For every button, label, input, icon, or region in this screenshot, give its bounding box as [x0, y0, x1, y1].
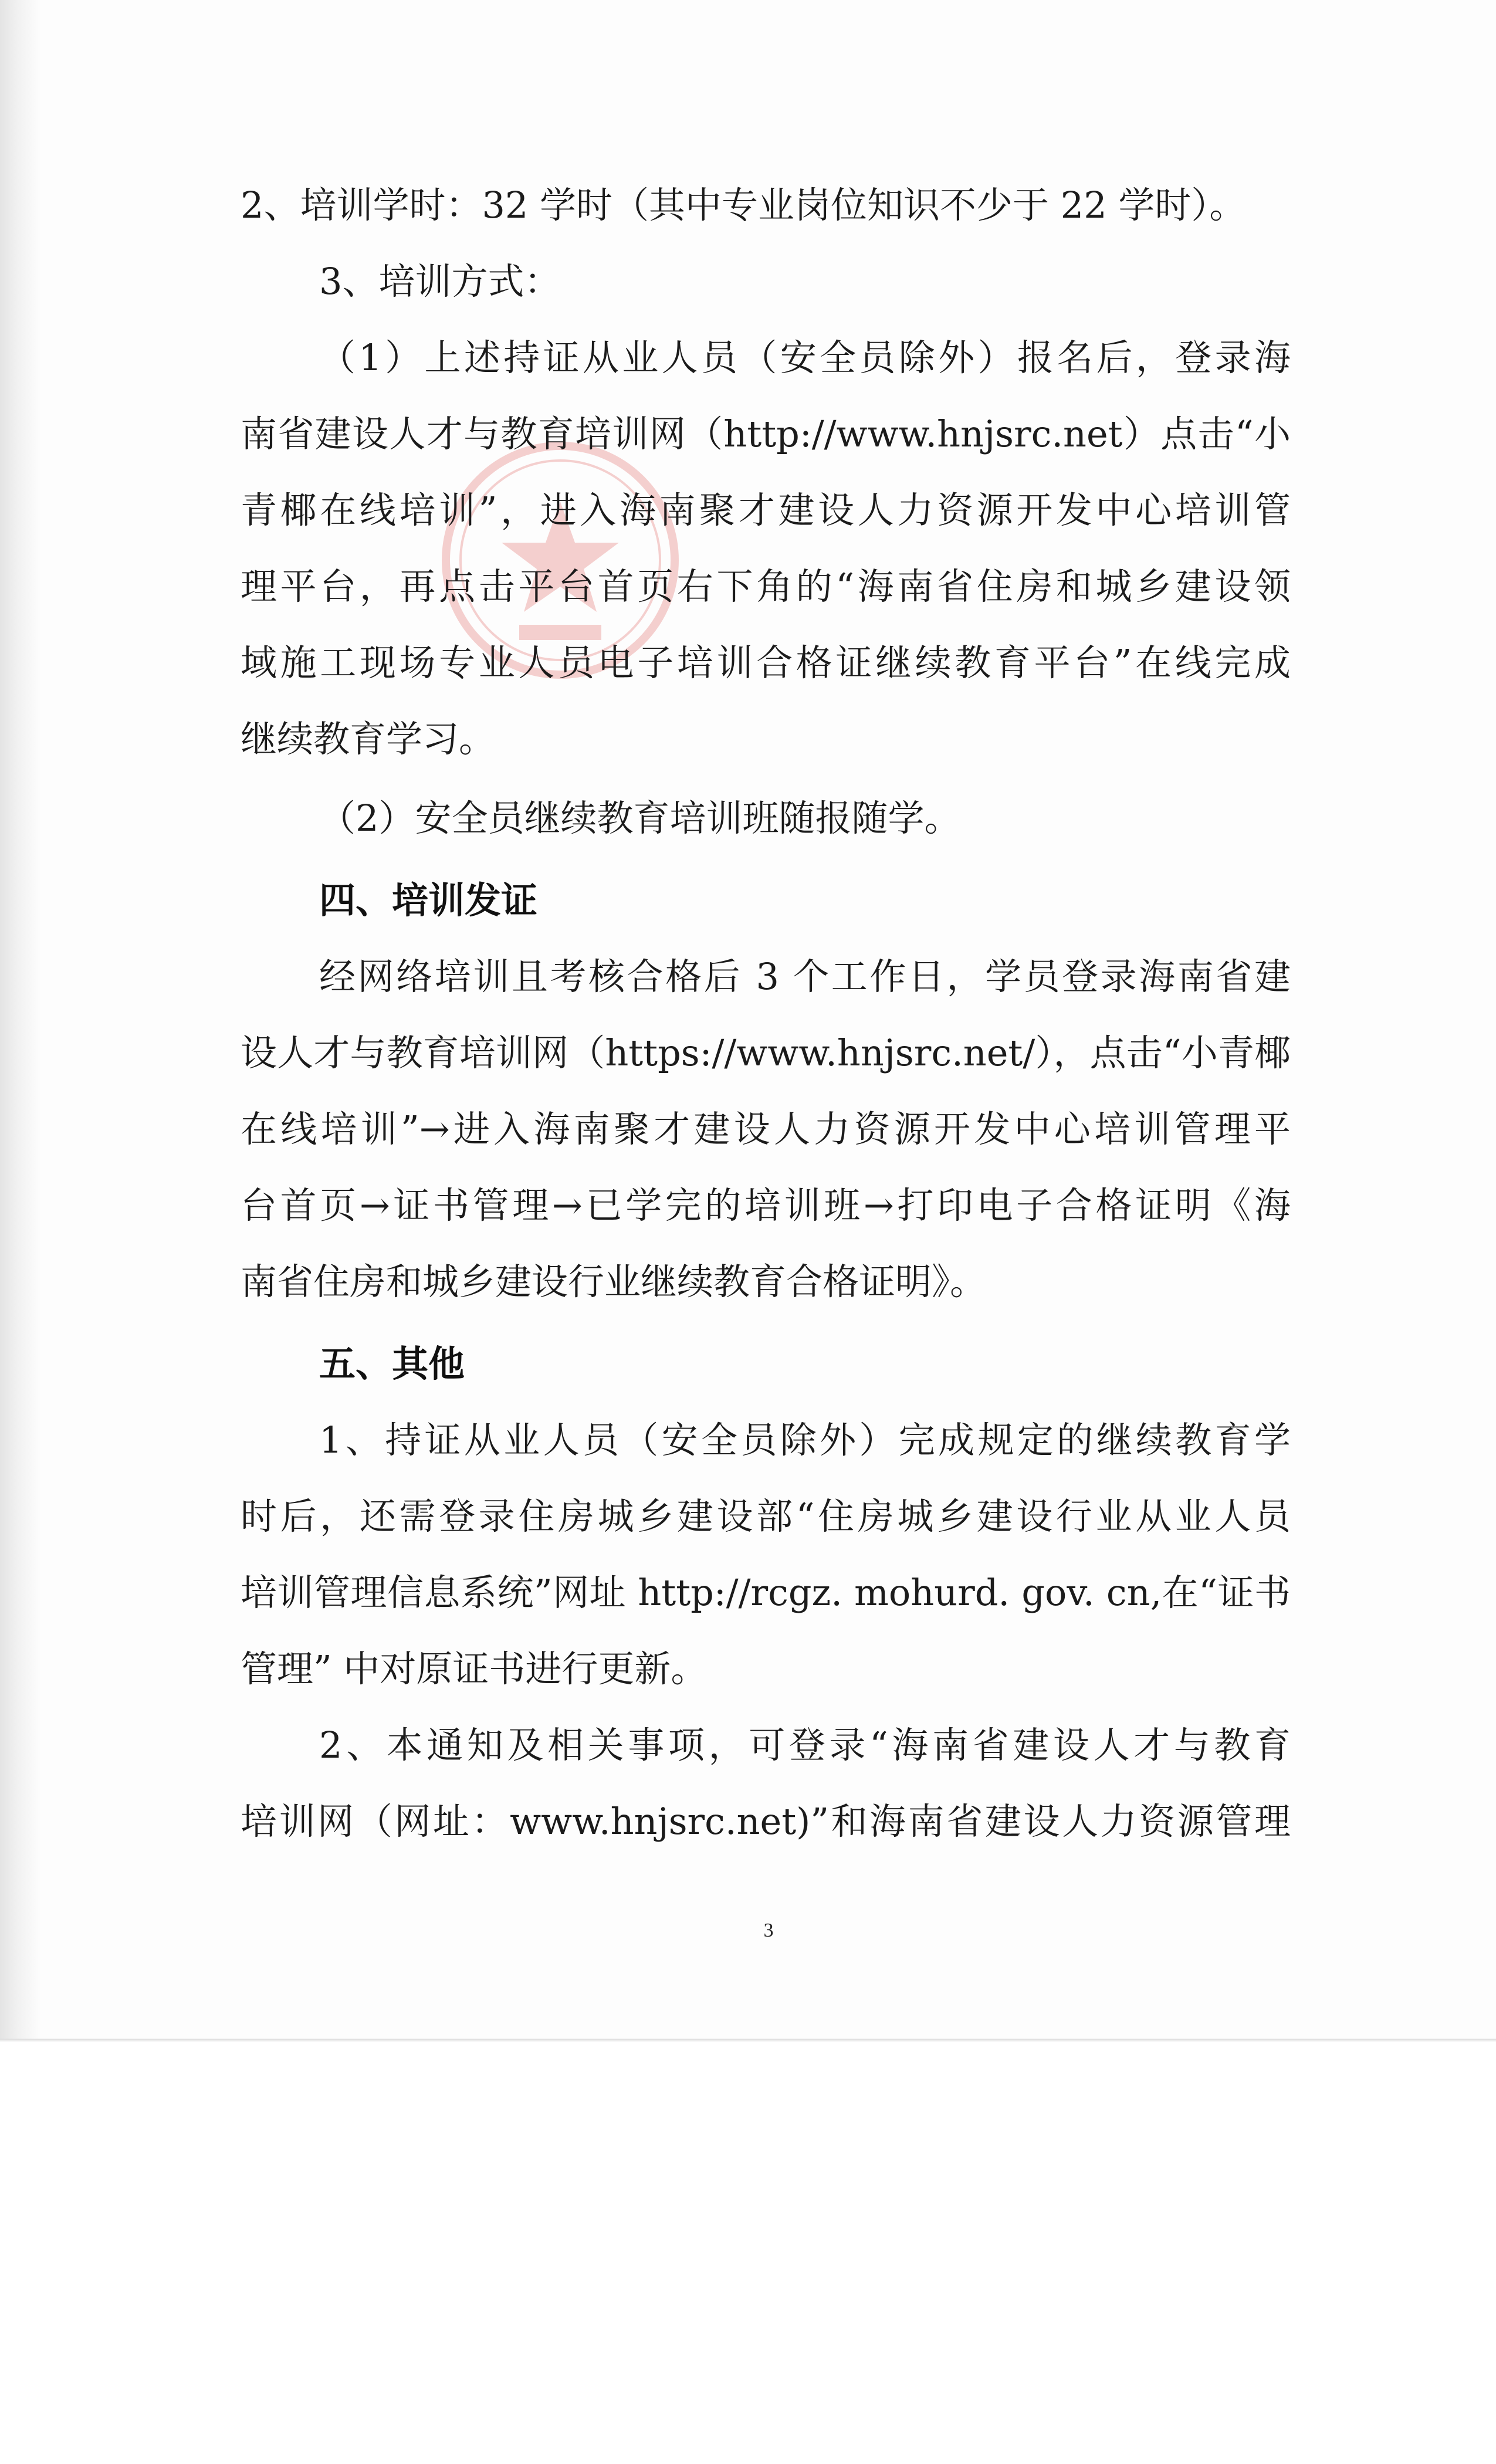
section-heading-4: 四、培训发证 — [319, 879, 538, 922]
text-line-17: 1、持证从业人员（安全员除外）完成规定的继续教育学 — [319, 1419, 1291, 1461]
scan-left-shadow — [0, 0, 41, 2039]
text-line-4: 南省建设人才与教育培训网（http://www.hnjsrc.net）点击“小 — [241, 412, 1291, 455]
text-line-20: 管理” 中对原证书进行更新。 — [241, 1647, 708, 1690]
text-line-6: 理平台，再点击平台首页右下角的“海南省住房和城乡建设领 — [241, 565, 1291, 608]
section-heading-5: 五、其他 — [319, 1342, 465, 1385]
text-line-2: 3、培训方式： — [319, 260, 561, 303]
text-line-21: 2、本通知及相关事项，可登录“海南省建设人才与教育 — [319, 1724, 1291, 1766]
text-line-9: （2）安全员继续教育培训班随报随学。 — [319, 797, 961, 840]
text-line-18: 时后，还需登录住房城乡建设部“住房城乡建设行业从业人员 — [241, 1495, 1291, 1538]
text-line-15: 南省住房和城乡建设行业继续教育合格证明》。 — [241, 1260, 987, 1303]
text-line-8: 继续教育学习。 — [241, 717, 496, 760]
text-line-5: 青椰在线培训”，进入海南聚才建设人力资源开发中心培训管 — [241, 489, 1291, 532]
text-line-14: 台首页→证书管理→已学完的培训班→打印电子合格证明《海 — [241, 1184, 1291, 1227]
page-number: 3 — [763, 1920, 774, 1941]
text-line-12: 设人才与教育培训网（https://www.hnjsrc.net/），点击“小青椰 — [241, 1031, 1291, 1074]
text-line-3: （1）上述持证从业人员（安全员除外）报名后，登录海 — [319, 336, 1291, 379]
text-line-7: 域施工现场专业人员电子培训合格证继续教育平台”在线完成 — [241, 641, 1291, 684]
text-line-11: 经网络培训且考核合格后 3 个工作日，学员登录海南省建 — [319, 955, 1291, 998]
text-line-1: 2、培训学时：32 学时（其中专业岗位知识不少于 22 学时）。 — [241, 184, 1246, 226]
text-line-22: 培训网（网址：www.hnjsrc.net)”和海南省建设人力资源管理 — [241, 1800, 1291, 1843]
blank-area-below-scan — [0, 2042, 1496, 2464]
text-line-19: 培训管理信息系统”网址 http://rcgz. mohurd. gov. cn,在“证书 — [241, 1571, 1291, 1614]
text-line-13: 在线培训”→进入海南聚才建设人力资源开发中心培训管理平 — [241, 1108, 1291, 1150]
